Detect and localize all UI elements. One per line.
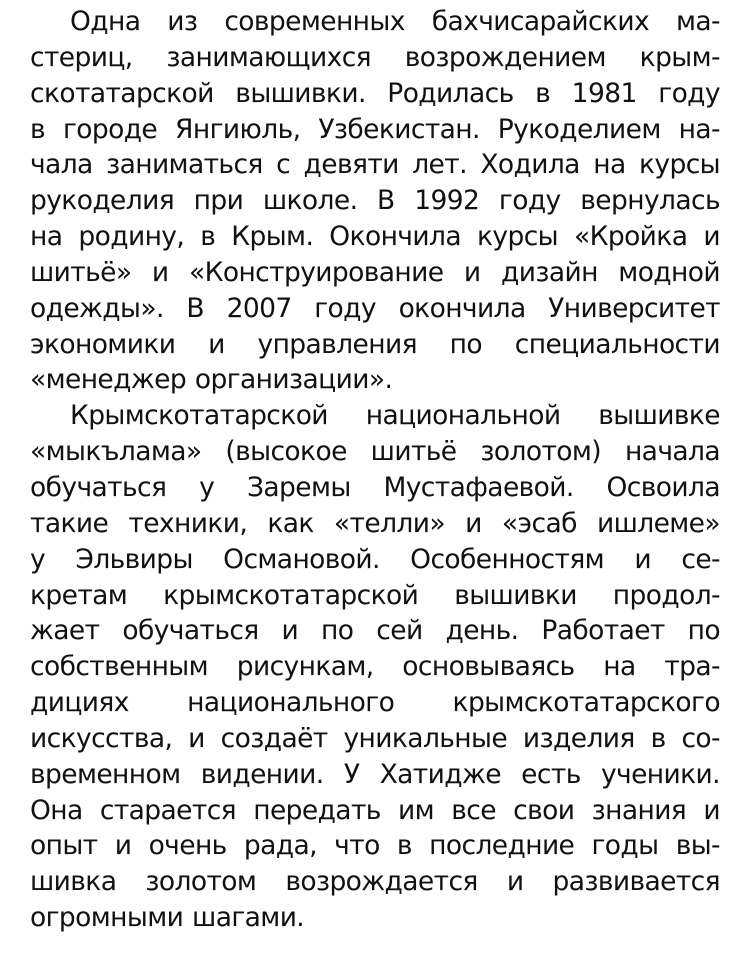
text-line: чала заниматься с девяти лет. Ходила на курсы <box>30 149 720 181</box>
text-line: огромными шагами. <box>30 902 305 934</box>
text-line: «мыкълама» (высокое шитьё золотом) начала <box>30 436 720 468</box>
paragraph-biography <box>30 4 720 398</box>
document-page <box>30 4 720 936</box>
text-line: жает обучаться и по сей день. Работает по <box>30 615 720 647</box>
text-line: рукоделия при школе. В 1992 году вернулась <box>30 185 720 217</box>
text-line: скотатарской вышивки. Родилась в 1981 году <box>30 77 720 109</box>
text-line: одежды». В 2007 году окончила Университет <box>30 292 720 324</box>
text-line: шивка золотом возрождается и развивается <box>30 866 720 898</box>
text-line: шитьё» и «Конструирование и дизайн модной <box>30 256 720 288</box>
text-line: стериц, занимающихся возрождением крым- <box>30 41 720 73</box>
text-line: такие техники, как «телли» и «эсаб ишлеме» <box>30 507 720 539</box>
text-line: у Эльвиры Османовой. Особенностям и се- <box>30 543 720 575</box>
text-line: Она старается передать им все свои знания и <box>30 794 720 826</box>
text-line: обучаться у Заремы Мустафаевой. Освоила <box>30 471 720 503</box>
text-line: Крымскотатарской национальной вышивке <box>70 400 720 432</box>
text-line: искусства, и создаёт уникальные изделия в со- <box>30 722 720 754</box>
text-line: дициях национального крымскотатарского <box>30 687 720 719</box>
text-line: в городе Янгиюль, Узбекистан. Рукоделием на- <box>30 113 720 145</box>
text-line: кретам крымскотатарской вышивки продол- <box>30 579 720 611</box>
text-line: опыт и очень рада, что в последние годы вы- <box>30 830 720 862</box>
text-line: временном видении. У Хатидже есть ученики. <box>30 758 720 790</box>
text-line: экономики и управления по специальности <box>30 328 720 360</box>
text-line: Одна из современных бахчисарайских ма- <box>70 6 720 37</box>
text-line: «менеджер организации». <box>30 364 393 396</box>
text-line: собственным рисункам, основываясь на тра- <box>30 651 720 683</box>
paragraph-embroidery <box>30 398 720 936</box>
text-line: на родину, в Крым. Окончила курсы «Кройка и <box>30 221 720 253</box>
